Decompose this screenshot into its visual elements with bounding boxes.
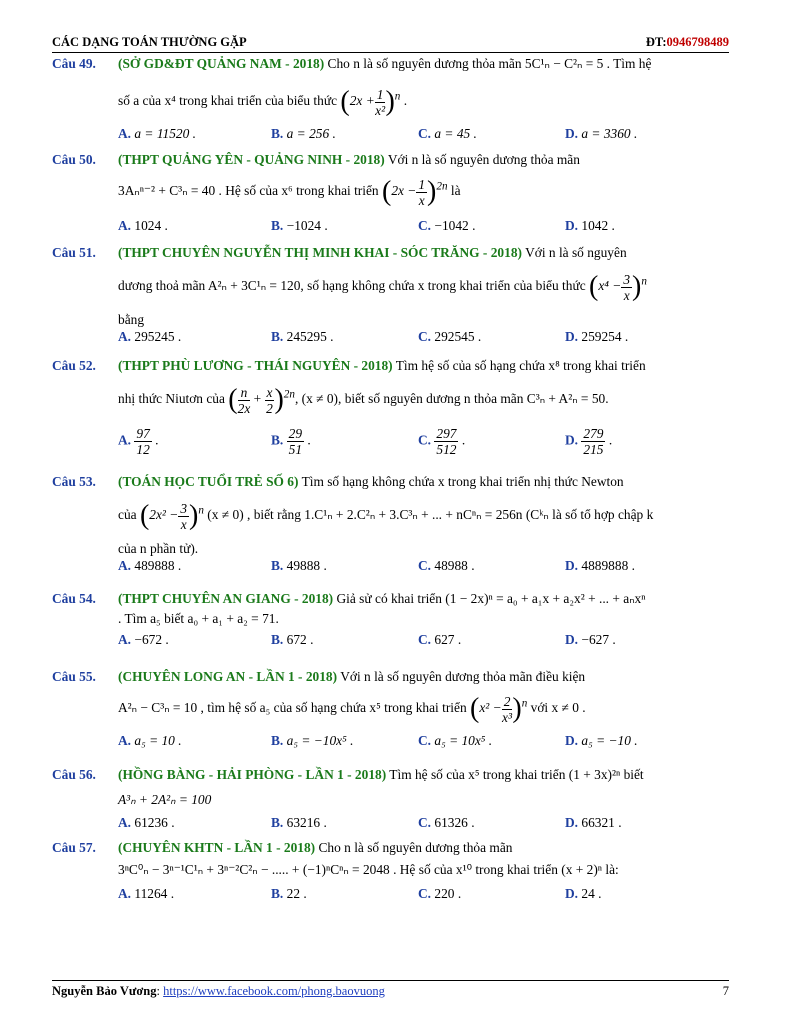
page-number: 7 (722, 984, 729, 998)
answer-a[interactable]: A. 489888 . (118, 558, 182, 573)
answer-a[interactable]: A. −672 . (118, 632, 169, 647)
answer-c[interactable]: C. a₅ = 10x⁵ . (418, 733, 493, 748)
answer-a[interactable]: A. 1024 . (118, 218, 168, 233)
answer-row (118, 886, 732, 904)
question-57: Câu 57. (CHUYÊN KHTN - LẦN 1 - 2018) Cho n là số nguyên dương thỏa mãn 3ⁿC⁰ₙ − 3ⁿ⁻¹C¹ₙ + 3ⁿ⁻²C²ₙ − ..... + (−1)ⁿCⁿₙ = 2048 . Hệ số của x¹⁰ trong khai triển (x + 2)ⁿ là: A. 11264 . B. 22 . C. 220 . D. 24 . (52, 840, 732, 904)
answer-row (118, 218, 732, 236)
answer-b[interactable]: B. −1024 . (271, 218, 328, 233)
question-49: Câu 49. (SỞ GD&ĐT QUẢNG NAM - 2018) Cho n là số nguyên dương thỏa mãn 5C¹ₙ − C²ₙ = 5 . Tìm hệ số a của x⁴ trong khai triển của biểu thức (2x + $\frac{1}{\text{x²}}$ )$^n$ . A. a = 11520 . B. a = 256 . C. a = 45 . D. a = 3360 . (52, 56, 732, 146)
answer-a[interactable]: A. $\frac{97}{12}$ . (118, 426, 159, 457)
facebook-link[interactable]: https://www.facebook.com/phong.baovuong (163, 984, 385, 998)
answer-a[interactable]: A. 295245 . (118, 329, 182, 344)
question-54: Câu 54. (THPT CHUYÊN AN GIANG - 2018) Giả sử có khai triển (1 − 2x)ⁿ = a₀ + a₁x + a₂x² + ... + aₙxⁿ . Tìm a₅ biết a₀ + a₁ + a₂ = 71. A. −672 . B. 672 . C. 627 . D. −627 . (52, 591, 732, 651)
question-51: Câu 51. (THPT CHUYÊN NGUYỄN THỊ MINH KHAI - SÓC TRĂNG - 2018) Với n là số nguyên dương thoả mãn A²ₙ + 3C¹ₙ = 120, số hạng không chứa x trong khai triển của biểu thức (x⁴ − $\frac{3}{x}$ )$^n$ bằng A. 295245 . B. 245295 . C. 292545 . D. 259254 . (52, 245, 732, 347)
answer-row (118, 329, 732, 347)
question-55: Câu 55. (CHUYÊN LONG AN - LẦN 1 - 2018) Với n là số nguyên dương thỏa mãn điều kiện A²ₙ − C³ₙ = 10 , tìm hệ số a₅ của số hạng chứa x⁵ trong khai triển (x² − $\frac{2}{\text{x³}}$ )$^n$ với x ≠ 0 . A. a₅ = 10 . B. a₅ = −10x⁵ . C. a₅ = 10x⁵ . D. a₅ = −10 . (52, 669, 732, 753)
answer-d[interactable]: D. −627 . (565, 632, 616, 647)
answer-b[interactable]: B. 22 . (271, 886, 307, 901)
author-name: Nguyễn Bảo Vương (52, 984, 157, 998)
answer-c[interactable]: C. 48988 . (418, 558, 475, 573)
answer-b[interactable]: B. 49888 . (271, 558, 327, 573)
answer-row (118, 815, 732, 833)
answer-a[interactable]: A. 11264 . (118, 886, 175, 901)
answer-c[interactable]: C. a = 45 . (418, 126, 477, 141)
question-53: Câu 53. (TOÁN HỌC TUỔI TRẺ SỐ 6) Tìm số hạng không chứa x trong khai triển nhị thức Newton của (2x² − $\frac{3}{x}$ )$^n$ (x ≠ 0) , biết rằng 1.C¹ₙ + 2.C²ₙ + 3.C³ₙ + ... + nCⁿₙ = 256n (Cᵏₙ là số tổ hợp chập k của n phần tử). A. 489888 . B. 49888 . C. 48988 . D. 4889888 . (52, 474, 732, 576)
answer-c[interactable]: C. 292545 . (418, 329, 482, 344)
answer-b[interactable]: B. 672 . (271, 632, 314, 647)
answer-c[interactable]: C. 61326 . (418, 815, 475, 830)
answer-d[interactable]: D. a = 3360 . (565, 126, 638, 141)
page-footer: Nguyễn Bảo Vương: https://www.facebook.com/phong.baovuong 7 (52, 980, 729, 999)
answer-d[interactable]: D. a₅ = −10 . (565, 733, 638, 748)
question-50: Câu 50. (THPT QUẢNG YÊN - QUẢNG NINH - 2018) Với n là số nguyên dương thỏa mãn 3Aₙⁿ⁻² + C³ₙ = 40 . Hệ số của x⁶ trong khai triển (2x − $\frac{1}{x}$ )$^{2n}$ là A. 1024 . B. −1024 . C. −1042 . D. 1042 . (52, 152, 732, 236)
answer-b[interactable]: B. a = 256 . (271, 126, 336, 141)
answer-c[interactable]: C. 220 . (418, 886, 462, 901)
answer-row (118, 632, 732, 650)
header-title: CÁC DẠNG TOÁN THƯỜNG GẶP (52, 35, 247, 49)
answer-c[interactable]: C. 627 . (418, 632, 462, 647)
answer-row (118, 426, 732, 462)
answer-d[interactable]: D. 259254 . (565, 329, 629, 344)
answer-row (118, 733, 732, 751)
answer-d[interactable]: D. 24 . (565, 886, 602, 901)
answer-a[interactable]: A. 61236 . (118, 815, 175, 830)
answer-b[interactable]: B. $\frac{29}{51}$ . (271, 426, 311, 457)
answer-d[interactable]: D. 1042 . (565, 218, 615, 233)
answer-row (118, 126, 732, 144)
answer-b[interactable]: B. a₅ = −10x⁵ . (271, 733, 354, 748)
page-header (52, 35, 729, 53)
answer-c[interactable]: C. $\frac{297}{512}$ . (418, 426, 466, 457)
header-phone: ĐT:0946798489 (645, 35, 729, 49)
answer-a[interactable]: A. a = 11520 . (118, 126, 196, 141)
answer-a[interactable]: A. a₅ = 10 . (118, 733, 182, 748)
answer-d[interactable]: D. 66321 . (565, 815, 622, 830)
question-56: Câu 56. (HỒNG BÀNG - HẢI PHÒNG - LẦN 1 - 2018) Tìm hệ số của x⁵ trong khai triển (1 + 3x)²ⁿ biết A³ₙ + 2A²ₙ = 100 A. 61236 . B. 63216 . C. 61326 . D. 66321 . (52, 767, 732, 831)
question-52: Câu 52. (THPT PHÙ LƯƠNG - THÁI NGUYÊN - 2018) Tìm hệ số của số hạng chứa x⁸ trong khai triển nhị thức Niutơn của ( $\frac{n}{2x}$ + $\frac{x}{2}$ )$^{2n}$, (x ≠ 0), biết số nguyên dương n thỏa mãn C³ₙ + A²ₙ = 50. A. $\frac{97}{12}$ . B. $\frac{29}{51}$ . C. $\frac{297}{512}$ . D. $\frac{279}{215}$ . (52, 358, 732, 466)
answer-d[interactable]: D. $\frac{279}{215}$ . (565, 426, 613, 457)
answer-d[interactable]: D. 4889888 . (565, 558, 635, 573)
answer-row (118, 558, 732, 576)
answer-b[interactable]: B. 245295 . (271, 329, 334, 344)
answer-b[interactable]: B. 63216 . (271, 815, 327, 830)
answer-c[interactable]: C. −1042 . (418, 218, 476, 233)
